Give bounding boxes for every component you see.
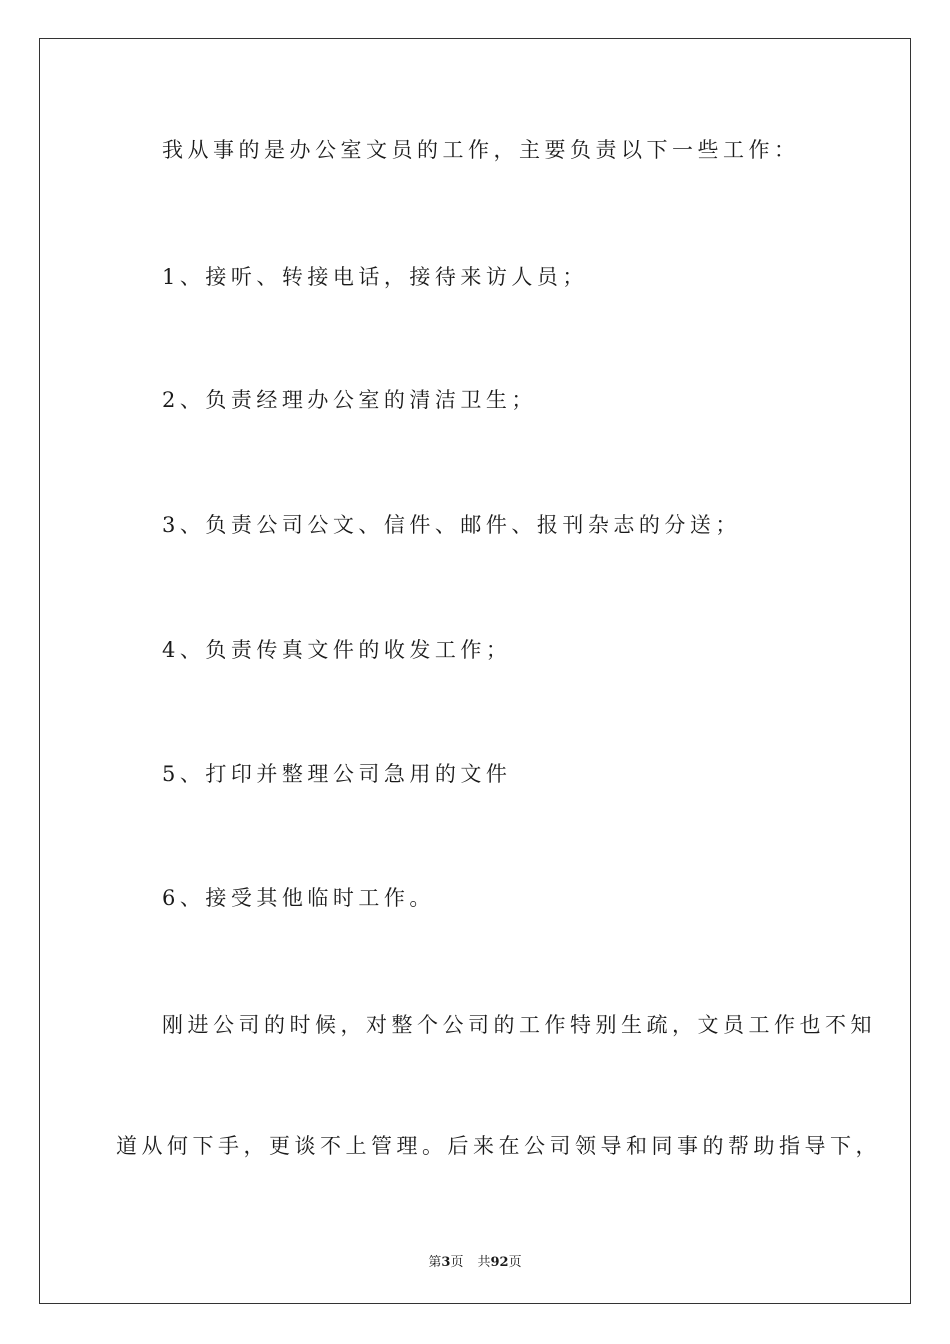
page-border [39, 38, 911, 1304]
list-item-2: 2、负责经理办公室的清洁卫生； [162, 388, 537, 412]
total-prefix: 共 [477, 1255, 491, 1270]
total-suffix: 页 [508, 1255, 522, 1270]
paragraph-line: 刚进公司的时候，对整个公司的工作特别生疏，文员工作也不知 [162, 1013, 876, 1037]
page-prefix: 第 [428, 1255, 442, 1270]
page-suffix: 页 [450, 1255, 464, 1270]
list-item-1: 1、接听、转接电话，接待来访人员； [162, 265, 588, 289]
page-number: 3 [441, 1255, 451, 1270]
page-footer [0, 1251, 950, 1270]
list-item-3: 3、负责公司公文、信件、邮件、报刊杂志的分送； [162, 513, 741, 537]
list-item-6: 6、接受其他临时工作。 [162, 886, 435, 910]
paragraph-line: 道从何下手，更谈不上管理。后来在公司领导和同事的帮助指导下， [116, 1134, 881, 1158]
paragraph-line: 我从事的是办公室文员的工作，主要负责以下一些工作： [162, 138, 800, 162]
list-item-4: 4、负责传真文件的收发工作； [162, 638, 512, 662]
list-item-5: 5、打印并整理公司急用的文件 [162, 762, 512, 786]
total-pages: 92 [490, 1255, 509, 1270]
